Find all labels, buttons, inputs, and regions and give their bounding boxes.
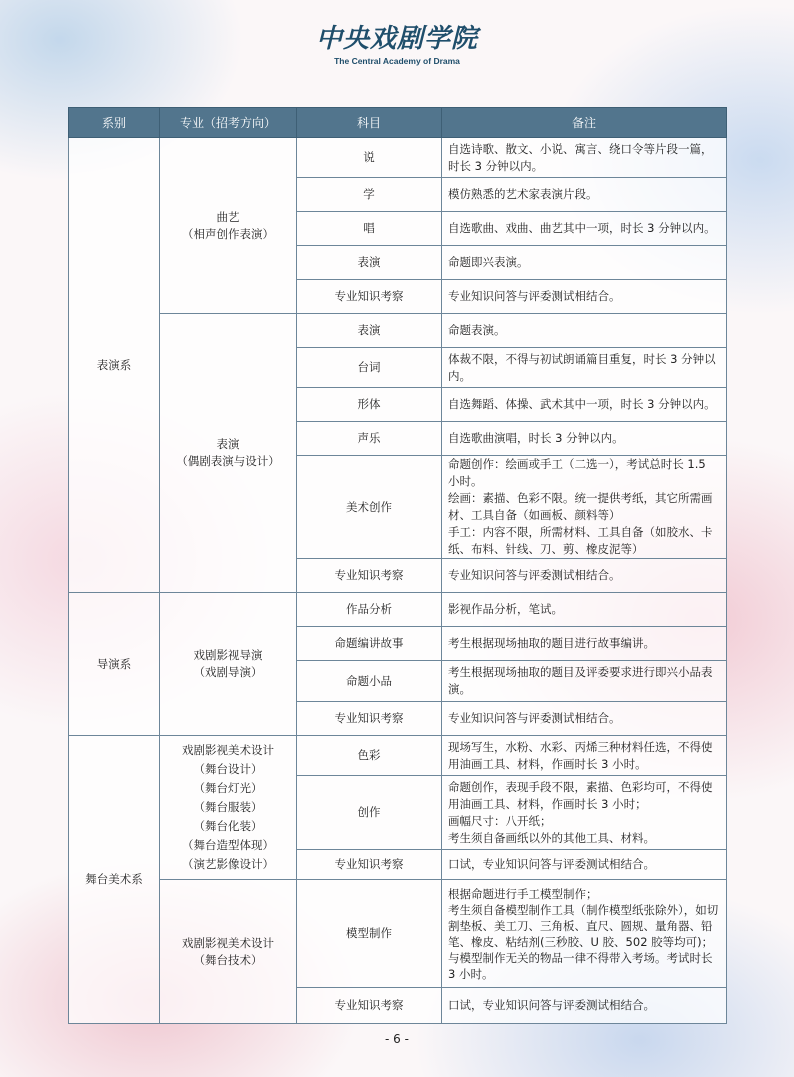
subject-cell: 台词 [297,348,442,388]
note-cell: 考生根据现场抽取的题目进行故事编讲。 [442,627,727,661]
note-cell: 专业知识问答与评委测试相结合。 [442,702,727,736]
note-cell: 专业知识问答与评委测试相结合。 [442,559,727,593]
note-line: 根据命题进行手工模型制作； [448,886,598,901]
department-cell: 表演系 [69,138,160,593]
note-cell: 专业知识问答与评委测试相结合。 [442,280,727,314]
note-cell: 命题即兴表演。 [442,246,727,280]
subject-cell: 专业知识考察 [297,850,442,880]
note-cell [442,880,727,988]
subject-cell: 形体 [297,388,442,422]
note-line: 考生须自备模型制作工具（制作模型纸张除外），如切割垫板、美工刀、三角板、直尺、圆规、量角器、铅笔、橡皮、粘结剂(三秒胶、U 胶、502 胶等均可)；与模型制作无关的物品一律不得带入考场。考试时长 3 小时。 [448,902,719,981]
header-notes: 备注 [442,108,727,138]
note-cell: 口试，专业知识问答与评委测试相结合。 [442,850,727,880]
subject-cell: 专业知识考察 [297,702,442,736]
subject-cell: 表演 [297,246,442,280]
subject-cell: 说 [297,138,442,178]
table-row [69,593,727,627]
subject-cell: 美术创作 [297,456,442,559]
table-header-row [69,108,727,138]
note-cell: 体裁不限，不得与初试朗诵篇目重复，时长 3 分钟以内。 [442,348,727,388]
major-cell: 戏剧影视导演 （戏剧导演） [160,593,297,736]
subject-cell: 专业知识考察 [297,559,442,593]
header-department: 系别 [69,108,160,138]
note-cell: 模仿熟悉的艺术家表演片段。 [442,178,727,212]
note-cell: 命题表演。 [442,314,727,348]
logo-english-name: The Central Academy of Drama [334,56,460,66]
exam-subjects-table [68,107,727,1024]
major-cell: 戏剧影视美术设计 （舞台设计） （舞台灯光） （舞台服装） （舞台化装） （舞台造型体现） （演艺影像设计） [160,736,297,880]
subject-cell: 色彩 [297,736,442,776]
subject-cell: 声乐 [297,422,442,456]
subject-cell: 命题编讲故事 [297,627,442,661]
subject-cell: 专业知识考察 [297,280,442,314]
note-cell: 自选诗歌、散文、小说、寓言、绕口令等片段一篇，时长 3 分钟以内。 [442,138,727,178]
table-row [69,314,727,348]
note-cell: 现场写生，水粉、水彩、丙烯三种材料任选，不得使用油画工具、材料，作画时长 3 小时。 [442,736,727,776]
note-cell: 考生根据现场抽取的题目及评委要求进行即兴小品表演。 [442,661,727,702]
department-cell: 导演系 [69,593,160,736]
table-row [69,880,727,988]
note-cell: 影视作品分析，笔试。 [442,593,727,627]
note-line: 考生须自备画纸以外的其他工具、材料。 [448,830,655,845]
note-line: 命题创作：绘画或手工（二选一），考试总时长 1.5 小时。 [448,457,706,488]
header-subject: 科目 [297,108,442,138]
subject-cell: 专业知识考察 [297,988,442,1024]
logo-chinese-name: 中央戏剧学院 [315,24,478,54]
major-cell: 戏剧影视美术设计 （舞台技术） [160,880,297,1024]
subject-cell: 作品分析 [297,593,442,627]
note-line: 绘画：素描、色彩不限。统一提供考纸，其它所需画材、工具自备（如画板、颜料等） [448,491,713,522]
note-cell: 自选舞蹈、体操、武术其中一项，时长 3 分钟以内。 [442,388,727,422]
note-cell: 口试，专业知识问答与评委测试相结合。 [442,988,727,1024]
note-line: 手工：内容不限，所需材料、工具自备（如胶水、卡纸、布料、针线、刀、剪、橡皮泥等） [448,525,713,556]
subject-cell: 创作 [297,776,442,850]
subject-cell: 唱 [297,212,442,246]
table-row [69,138,727,178]
department-cell: 舞台美术系 [69,736,160,1024]
note-line: 命题创作，表现手段不限，素描、色彩均可，不得使用油画工具、材料，作画时长 3 小时； [448,779,713,811]
table-row [69,736,727,776]
subject-cell: 学 [297,178,442,212]
note-line: 画幅尺寸：八开纸； [448,813,552,828]
page-number: - 6 - [385,1032,409,1046]
note-cell [442,456,727,559]
note-cell [442,776,727,850]
major-cell: 曲艺 （相声创作表演） [160,138,297,314]
subject-cell: 模型制作 [297,880,442,988]
major-cell: 表演 （偶剧表演与设计） [160,314,297,593]
academy-logo [0,22,794,66]
note-cell: 自选歌曲、戏曲、曲艺其中一项，时长 3 分钟以内。 [442,212,727,246]
header-major: 专业（招考方向） [160,108,297,138]
subject-cell: 命题小品 [297,661,442,702]
subject-cell: 表演 [297,314,442,348]
note-cell: 自选歌曲演唱，时长 3 分钟以内。 [442,422,727,456]
